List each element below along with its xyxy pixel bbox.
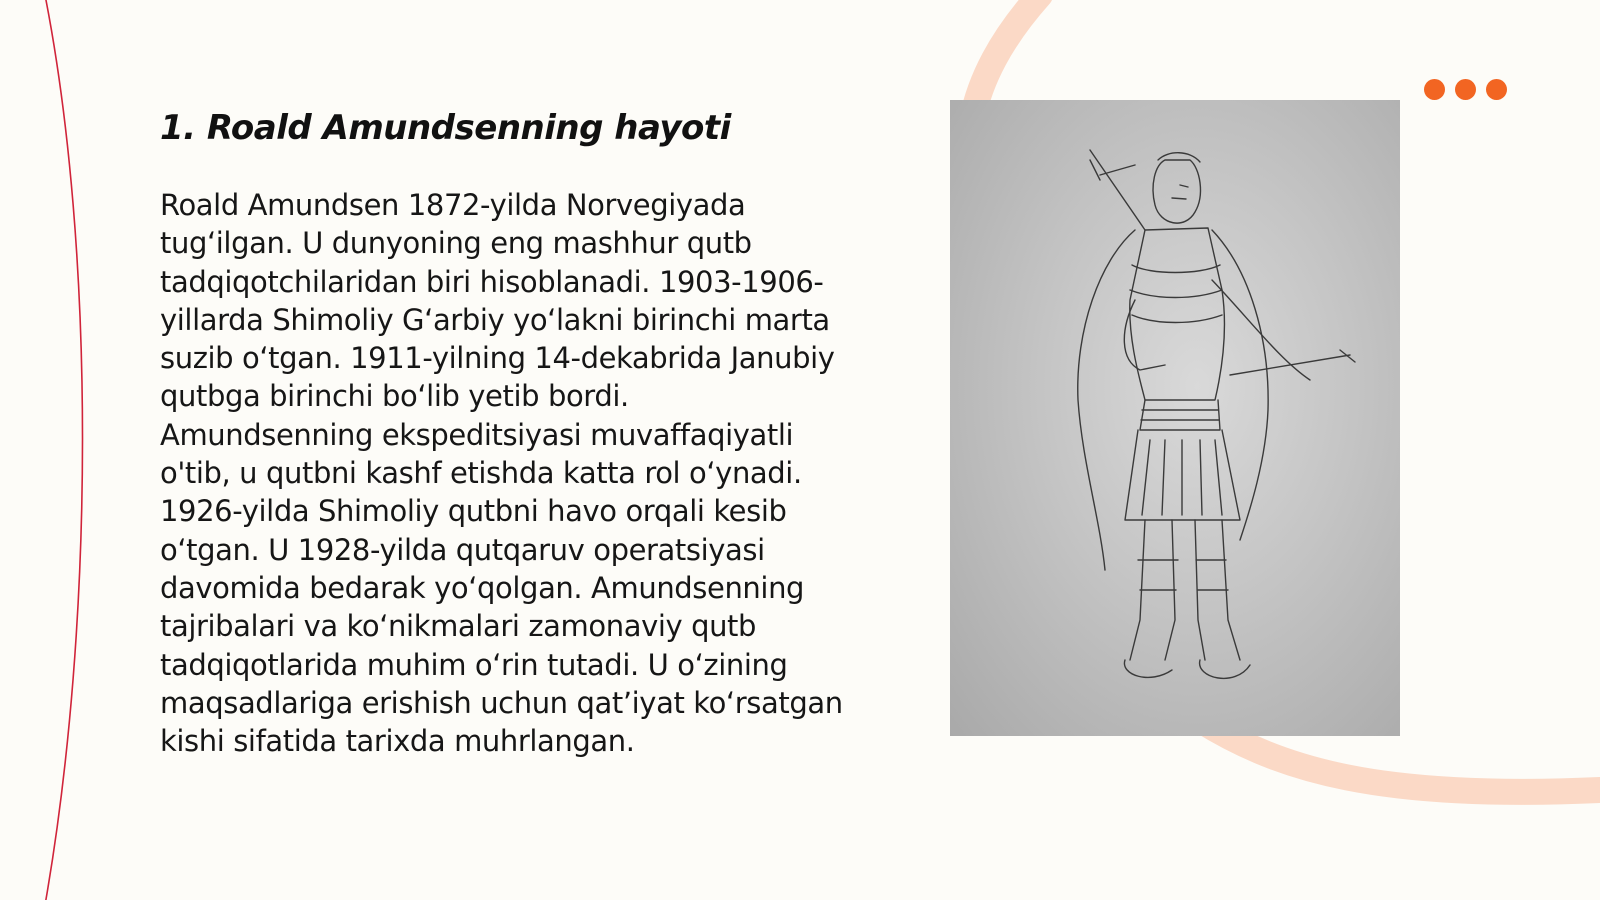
orange-dot (1455, 79, 1476, 100)
sword-icon (1230, 350, 1355, 375)
left-red-arc (45, 0, 83, 900)
torso-icon (1130, 228, 1225, 400)
arm-icon (1124, 280, 1310, 380)
orange-dot (1424, 79, 1445, 100)
head-icon (1153, 160, 1200, 223)
spear-icon (1090, 150, 1145, 230)
warrior-sketch-illustration (950, 100, 1400, 736)
warrior-sketch-image (950, 100, 1400, 736)
orange-dot (1486, 79, 1507, 100)
decorative-dots (1424, 79, 1507, 100)
slide-heading: 1. Roald Amundsenning hayoti (160, 108, 731, 148)
slide-body-text: Roald Amundsen 1872-yilda Norvegiyada tugʻilgan. U dunyoning eng mashhur qutb tadqiqotchilaridan biri hisoblanadi. 1903-1906-yillarda Shimoliy Gʻarbiy yoʻlakni birinchi marta suzib oʻtgan. 1911-yilning 14-dekabrida Janubiy qutbga birinchi boʻlib yetib bordi. Amundsenning ekspeditsiyasi muvaffaqiyatli o'tib, u qutbni kashf etishda katta rol oʻynadi. 1926-yilda Shimoliy qutbni havo orqali kesib oʻtgan. U 1928-yilda qutqaruv operatsiyasi davomida bedarak yoʻqolgan. Amundsenning tajribalari va koʻnikmalari zamonaviy qutb tadqiqotlarida muhim oʻrin tutadi. U oʻzining maqsadlariga erishish uchun qatʼiyat koʻrsatgan kishi sifatida tarixda muhrlangan. (160, 188, 843, 759)
